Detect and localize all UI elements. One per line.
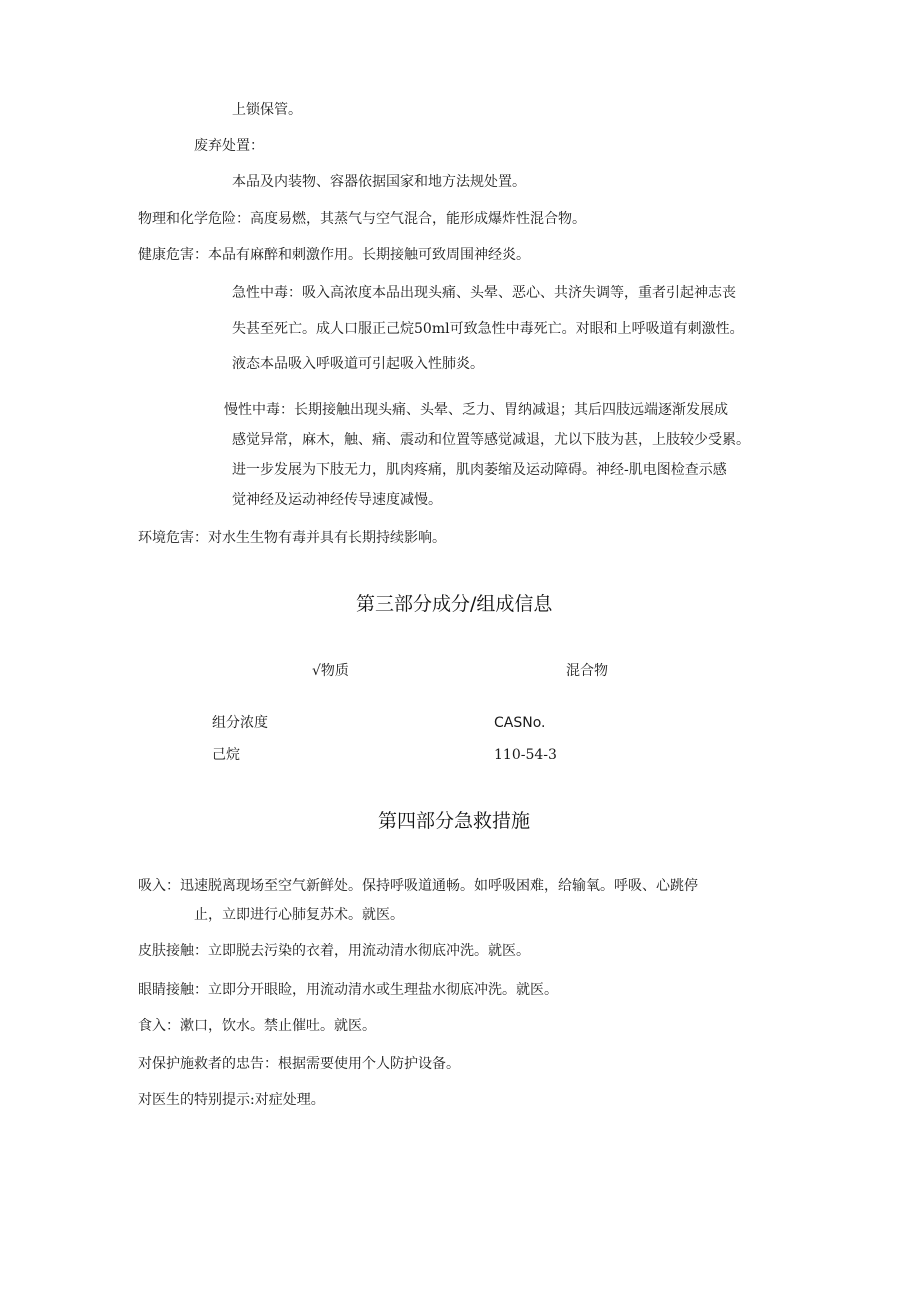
cas-header: CASNo. (494, 715, 546, 731)
cas-number: 110-54-3 (494, 747, 557, 763)
environment-hazard: 环境危害：对水生生物有毒并具有长期持续影响。 (138, 530, 446, 546)
section4-title: 第四部分急救措施 (378, 810, 531, 832)
storage-text: 上锁保管。 (232, 102, 302, 118)
substance-option: √物质 (312, 663, 349, 679)
inhalation-text-cont: 止，立即进行心肺复苏术。就医。 (194, 907, 404, 923)
chronic-line: 慢性中毒：长期接触出现头痛、头晕、乏力、胃纳减退；其后四肢远端逐渐发展成 (224, 402, 728, 418)
physchem-hazard: 物理和化学危险：高度易燃，其蒸气与空气混合，能形成爆炸性混合物。 (138, 211, 586, 227)
mixture-option: 混合物 (566, 663, 608, 679)
health-hazard: 健康危害：本品有麻醉和刺激作用。长期接触可致周围神经炎。 (138, 247, 530, 263)
eye-contact: 眼睛接触：立即分开眼睑，用流动清水或生理盐水彻底冲洗。就医。 (138, 982, 558, 998)
chronic-line: 进一步发展为下肢无力，肌肉疼痛，肌肉萎缩及运动障碍。神经-肌电图检查示感 (232, 462, 727, 478)
component-header: 组分浓度 (212, 715, 268, 731)
component-name: 己烷 (212, 747, 240, 763)
acute-line: 液态本品吸入呼吸道可引起吸入性肺炎。 (232, 356, 484, 372)
chronic-line: 觉神经及运动神经传导速度减慢。 (232, 492, 442, 508)
acute-line: 失甚至死亡。成人口服正己烷50ml可致急性中毒死亡。对眼和上呼吸道有刺激性。 (232, 321, 744, 337)
disposal-label: 废弃处置： (194, 138, 264, 154)
chronic-line: 感觉异常，麻木，触、痛、震动和位置等感觉减退，尤以下肢为甚，上肢较少受累。 (232, 432, 750, 448)
rescuer-advice: 对保护施救者的忠告：根据需要使用个人防护设备。 (138, 1056, 460, 1072)
acute-line: 急性中毒：吸入高浓度本品出现头痛、头晕、恶心、共济失调等，重者引起神志丧 (232, 285, 736, 301)
skin-contact: 皮肤接触：立即脱去污染的衣着，用流动清水彻底冲洗。就医。 (138, 943, 530, 959)
disposal-text: 本品及内装物、容器依据国家和地方法规处置。 (232, 174, 526, 190)
section3-title: 第三部分成分/组成信息 (356, 593, 553, 615)
doctor-note: 对医生的特别提示:对症处理。 (138, 1092, 325, 1108)
ingestion: 食入：漱口，饮水。禁止催吐。就医。 (138, 1018, 376, 1034)
inhalation-text: 吸入：迅速脱离现场至空气新鲜处。保持呼吸道通畅。如呼吸困难，给输氧。呼吸、心跳停 (138, 878, 698, 894)
